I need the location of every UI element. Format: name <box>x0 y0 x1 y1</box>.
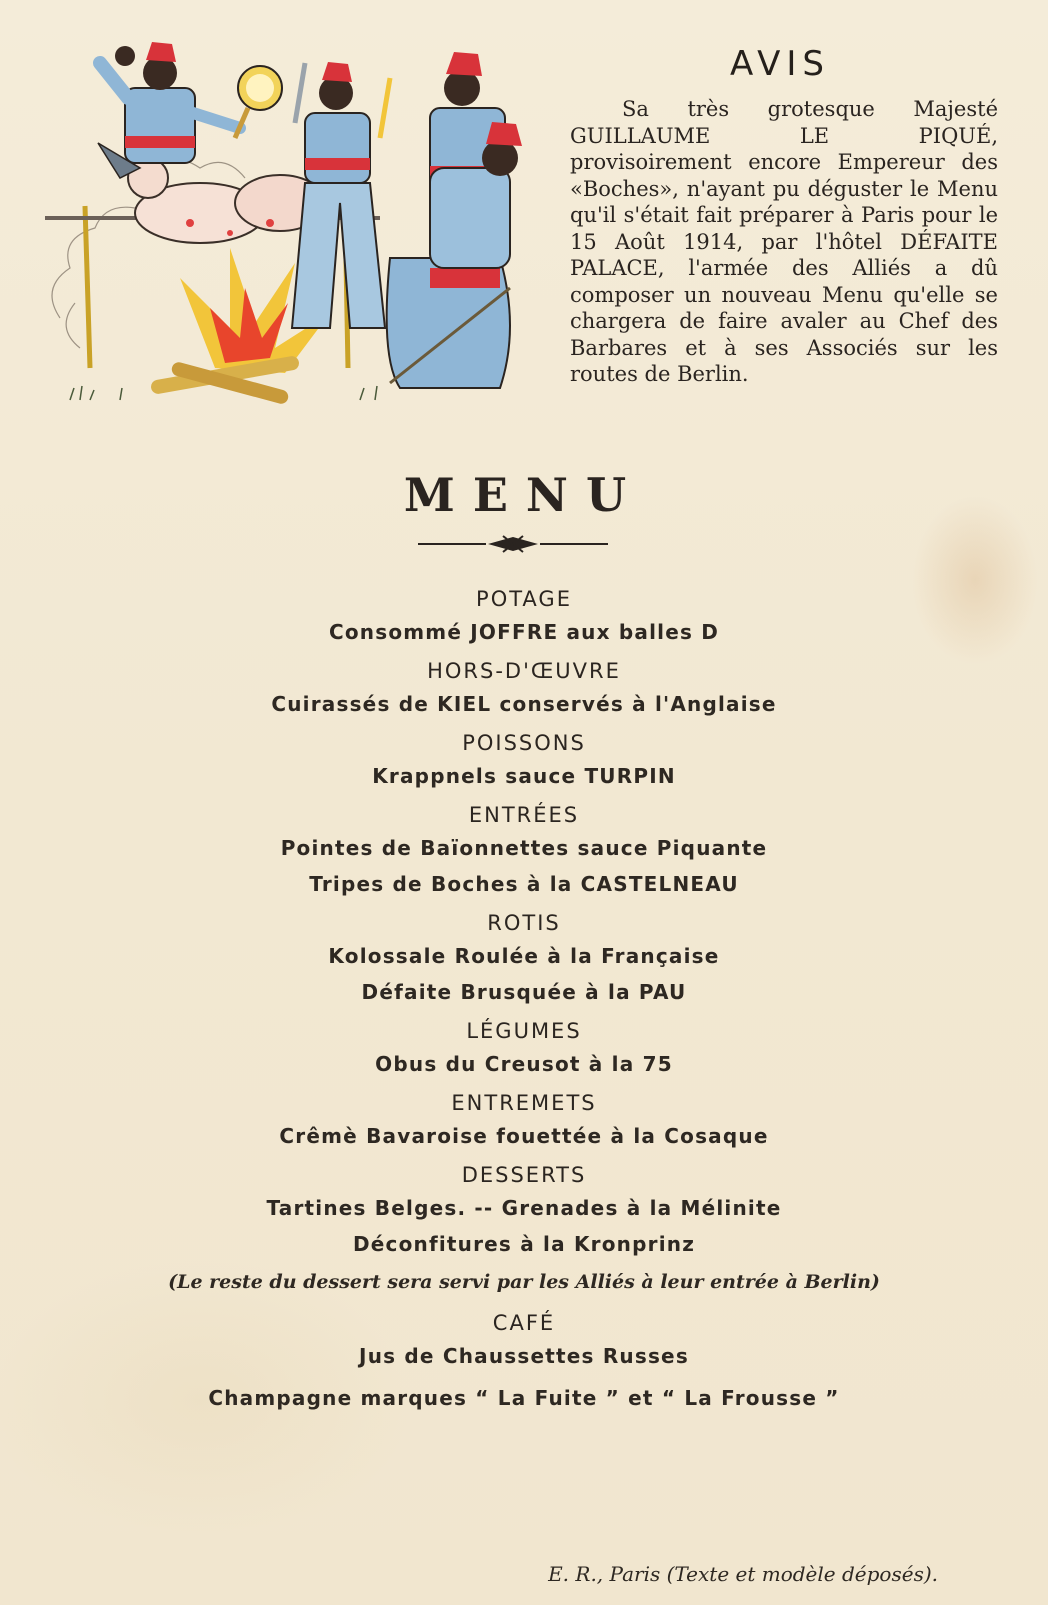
dish: Défaite Brusquée à la PAU <box>361 980 687 1004</box>
menu-divider-ornament <box>418 534 608 554</box>
course-legumes <box>0 1016 1048 1082</box>
avis-title: AVIS <box>730 44 830 84</box>
dish: Consommé JOFFRE aux balles D <box>328 620 720 644</box>
course-title: POTAGE <box>476 587 572 611</box>
dish: Champagne marques “ La Fuite ” et “ La Frousse ” <box>208 1386 840 1410</box>
course-title: CAFÉ <box>492 1311 556 1335</box>
course-title: LÉGUMES <box>466 1019 582 1043</box>
course-poissons <box>0 728 1048 794</box>
course-desserts <box>0 1160 1048 1302</box>
dish: Cuirassés de KIEL conservés à l'Anglaise <box>271 692 777 716</box>
dish: Pointes de Baïonnettes sauce Piquante <box>280 836 768 860</box>
course-title: ENTREMETS <box>451 1091 597 1115</box>
cooking-scene-illustration <box>30 28 550 428</box>
course-cafe <box>0 1308 1048 1416</box>
dish: Krappnels sauce TURPIN <box>372 764 676 788</box>
dish: Tripes de Boches à la CASTELNEAU <box>309 872 739 896</box>
publisher-credit: E. R., Paris (Texte et modèle déposés). <box>548 1562 938 1586</box>
dish: Crêmè Bavaroise fouettée à la Cosaque <box>279 1124 769 1148</box>
course-title: ENTRÉES <box>468 803 580 827</box>
course-entrees <box>0 800 1048 902</box>
course-title: DESSERTS <box>461 1163 587 1187</box>
course-potage <box>0 584 1048 650</box>
course-title: POISSONS <box>462 731 586 755</box>
dish: Tartines Belges. -- Grenades à la Mélinite <box>266 1196 782 1220</box>
course-entremets <box>0 1088 1048 1154</box>
course-title: ROTIS <box>487 911 561 935</box>
dish: Obus du Creusot à la 75 <box>375 1052 673 1076</box>
dish: Kolossale Roulée à la Française <box>328 944 720 968</box>
course-hors-doeuvre <box>0 656 1048 722</box>
menu-list <box>0 578 1048 1416</box>
course-rotis <box>0 908 1048 1010</box>
course-title: HORS-D'ŒUVRE <box>427 659 621 683</box>
dish: Jus de Chaussettes Russes <box>359 1344 689 1368</box>
menu-heading: MENU <box>403 468 645 522</box>
avis-body-text: Sa très grotesque Majesté GUILLAUME LE PIQUÉ, provisoirement encore Empereur des «Boches», n'ayant pu déguster le Menu qu'il s'était fait préparer à Paris pour le 15 Août 1914, par l'hôtel DÉFAITE PALACE, l'armée des Alliés a dû composer un nouveau Menu qu'elle se chargera de faire avaler au Chef des Barbares et à ses Associés sur les routes de Berlin. <box>570 97 998 386</box>
dish: Déconfitures à la Kronprinz <box>352 1232 696 1256</box>
dessert-note: (Le reste du dessert sera servi par les Alliés à leur entrée à Berlin) <box>168 1271 880 1293</box>
